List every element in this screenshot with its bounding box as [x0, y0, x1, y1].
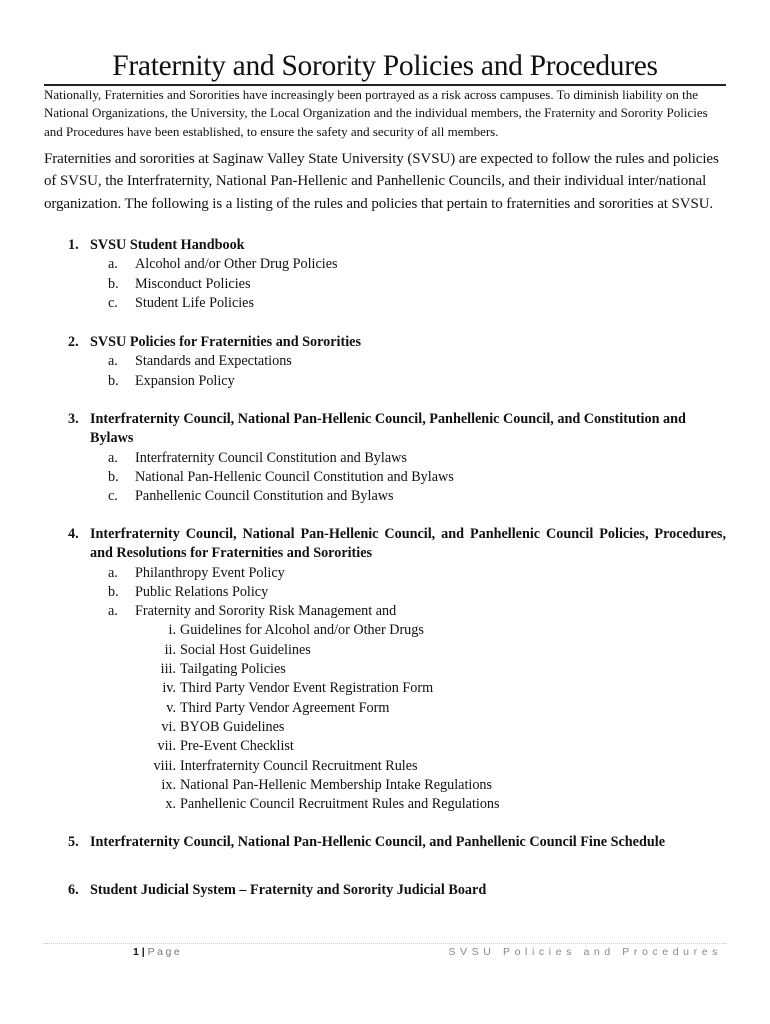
sub-item: b. National Pan-Hellenic Council Constitution and Bylaws [108, 468, 454, 485]
roman-item: vii. Pre-Event Checklist [157, 738, 294, 755]
list-item-6 [68, 881, 726, 900]
item-number: 5. [68, 834, 79, 850]
footer-title: SVSU Policies and Procedures [448, 946, 722, 958]
sub-item: a. Interfraternity Council Constitution and Bylaws [108, 449, 407, 466]
list-item-5 [68, 833, 726, 852]
roman-item: v. Third Party Vendor Agreement Form [166, 699, 390, 716]
roman-item: i. Guidelines for Alcohol and/or Other Drugs [168, 622, 424, 639]
sub-item: b. Expansion Policy [108, 372, 235, 389]
roman-item: ix. National Pan-Hellenic Membership Intake Regulations [161, 776, 493, 793]
roman-item: viii. Interfraternity Council Recruitment Rules [153, 757, 418, 774]
sub-item: a. Alcohol and/or Other Drug Policies [108, 256, 338, 273]
list-item-2 [68, 333, 726, 391]
roman-item: ii. Social Host Guidelines [164, 641, 311, 658]
sub-item: b. Public Relations Policy [108, 583, 269, 600]
item-number: 3. [68, 411, 79, 427]
overview-paragraph: Fraternities and sororities at Saginaw Valley State University (SVSU) are expected to follow the rules and policies of SVSU, the Interfraternity, National Pan-Hellenic and Panhellenic Councils, and their individual inter/national organization. The following is a listing of the rules and policies that pertain to fraternities and sororities at SVSU. [44, 151, 719, 212]
sub-list [68, 352, 726, 391]
sub-item: a. Philanthropy Event Policy [108, 564, 285, 581]
sub-item: c. Student Life Policies [108, 294, 255, 311]
page-number: 1 [133, 946, 139, 958]
item-heading: Interfraternity Council, National Pan-Hellenic Council, Panhellenic Council, and Constitution and Bylaws [90, 411, 686, 447]
footer-divider [44, 943, 726, 944]
sub-list [68, 449, 726, 507]
item-heading: SVSU Student Handbook [90, 237, 245, 253]
roman-item: iv. Third Party Vendor Event Registration Form [162, 680, 434, 697]
list-item-4 [68, 525, 726, 814]
roman-item: vi. BYOB Guidelines [161, 718, 285, 735]
item-heading: Interfraternity Council, National Pan-Hellenic Council, and Panhellenic Council Policies, Procedures, and Resolutions for Fraternities and Sororities [90, 526, 726, 562]
page-title: Fraternity and Sorority Policies and Procedures [112, 50, 658, 82]
roman-item: x. Panhellenic Council Recruitment Rules and Regulations [165, 796, 500, 813]
sub-list [68, 255, 726, 313]
item-heading: SVSU Policies for Fraternities and Sororities [90, 334, 361, 350]
list-item-1 [68, 236, 726, 313]
footer-page-number [133, 946, 182, 958]
item-heading: Student Judicial System – Fraternity and Sorority Judicial Board [90, 882, 487, 898]
page-separator: | [141, 946, 145, 958]
sub-item: a. Standards and Expectations [108, 353, 292, 370]
item-number: 1. [68, 237, 79, 253]
sub-item: c. Panhellenic Council Constitution and Bylaws [108, 488, 394, 505]
item-number: 6. [68, 882, 79, 898]
roman-item: iii. Tailgating Policies [160, 661, 286, 678]
page-label: Page [147, 946, 183, 958]
item-heading: Interfraternity Council, National Pan-Hellenic Council, and Panhellenic Council Fine Schedule [90, 834, 665, 850]
sub-list [68, 564, 726, 622]
sub-item: b. Misconduct Policies [108, 275, 251, 292]
sub-item: a. Fraternity and Sorority Risk Management and [108, 603, 397, 620]
intro-text: Nationally, Fraternities and Sororities have increasingly been portrayed as a risk across campuses. To diminish liability on the National Organizations, the University, the Local Organization and the individual members, the Fraternity and Sorority Policies and Procedures have been established, to ensure the safety and security of all members. [44, 87, 708, 139]
roman-sub-list [68, 621, 726, 814]
list-item-3 [68, 410, 726, 506]
item-number: 2. [68, 334, 79, 350]
item-number: 4. [68, 526, 79, 542]
